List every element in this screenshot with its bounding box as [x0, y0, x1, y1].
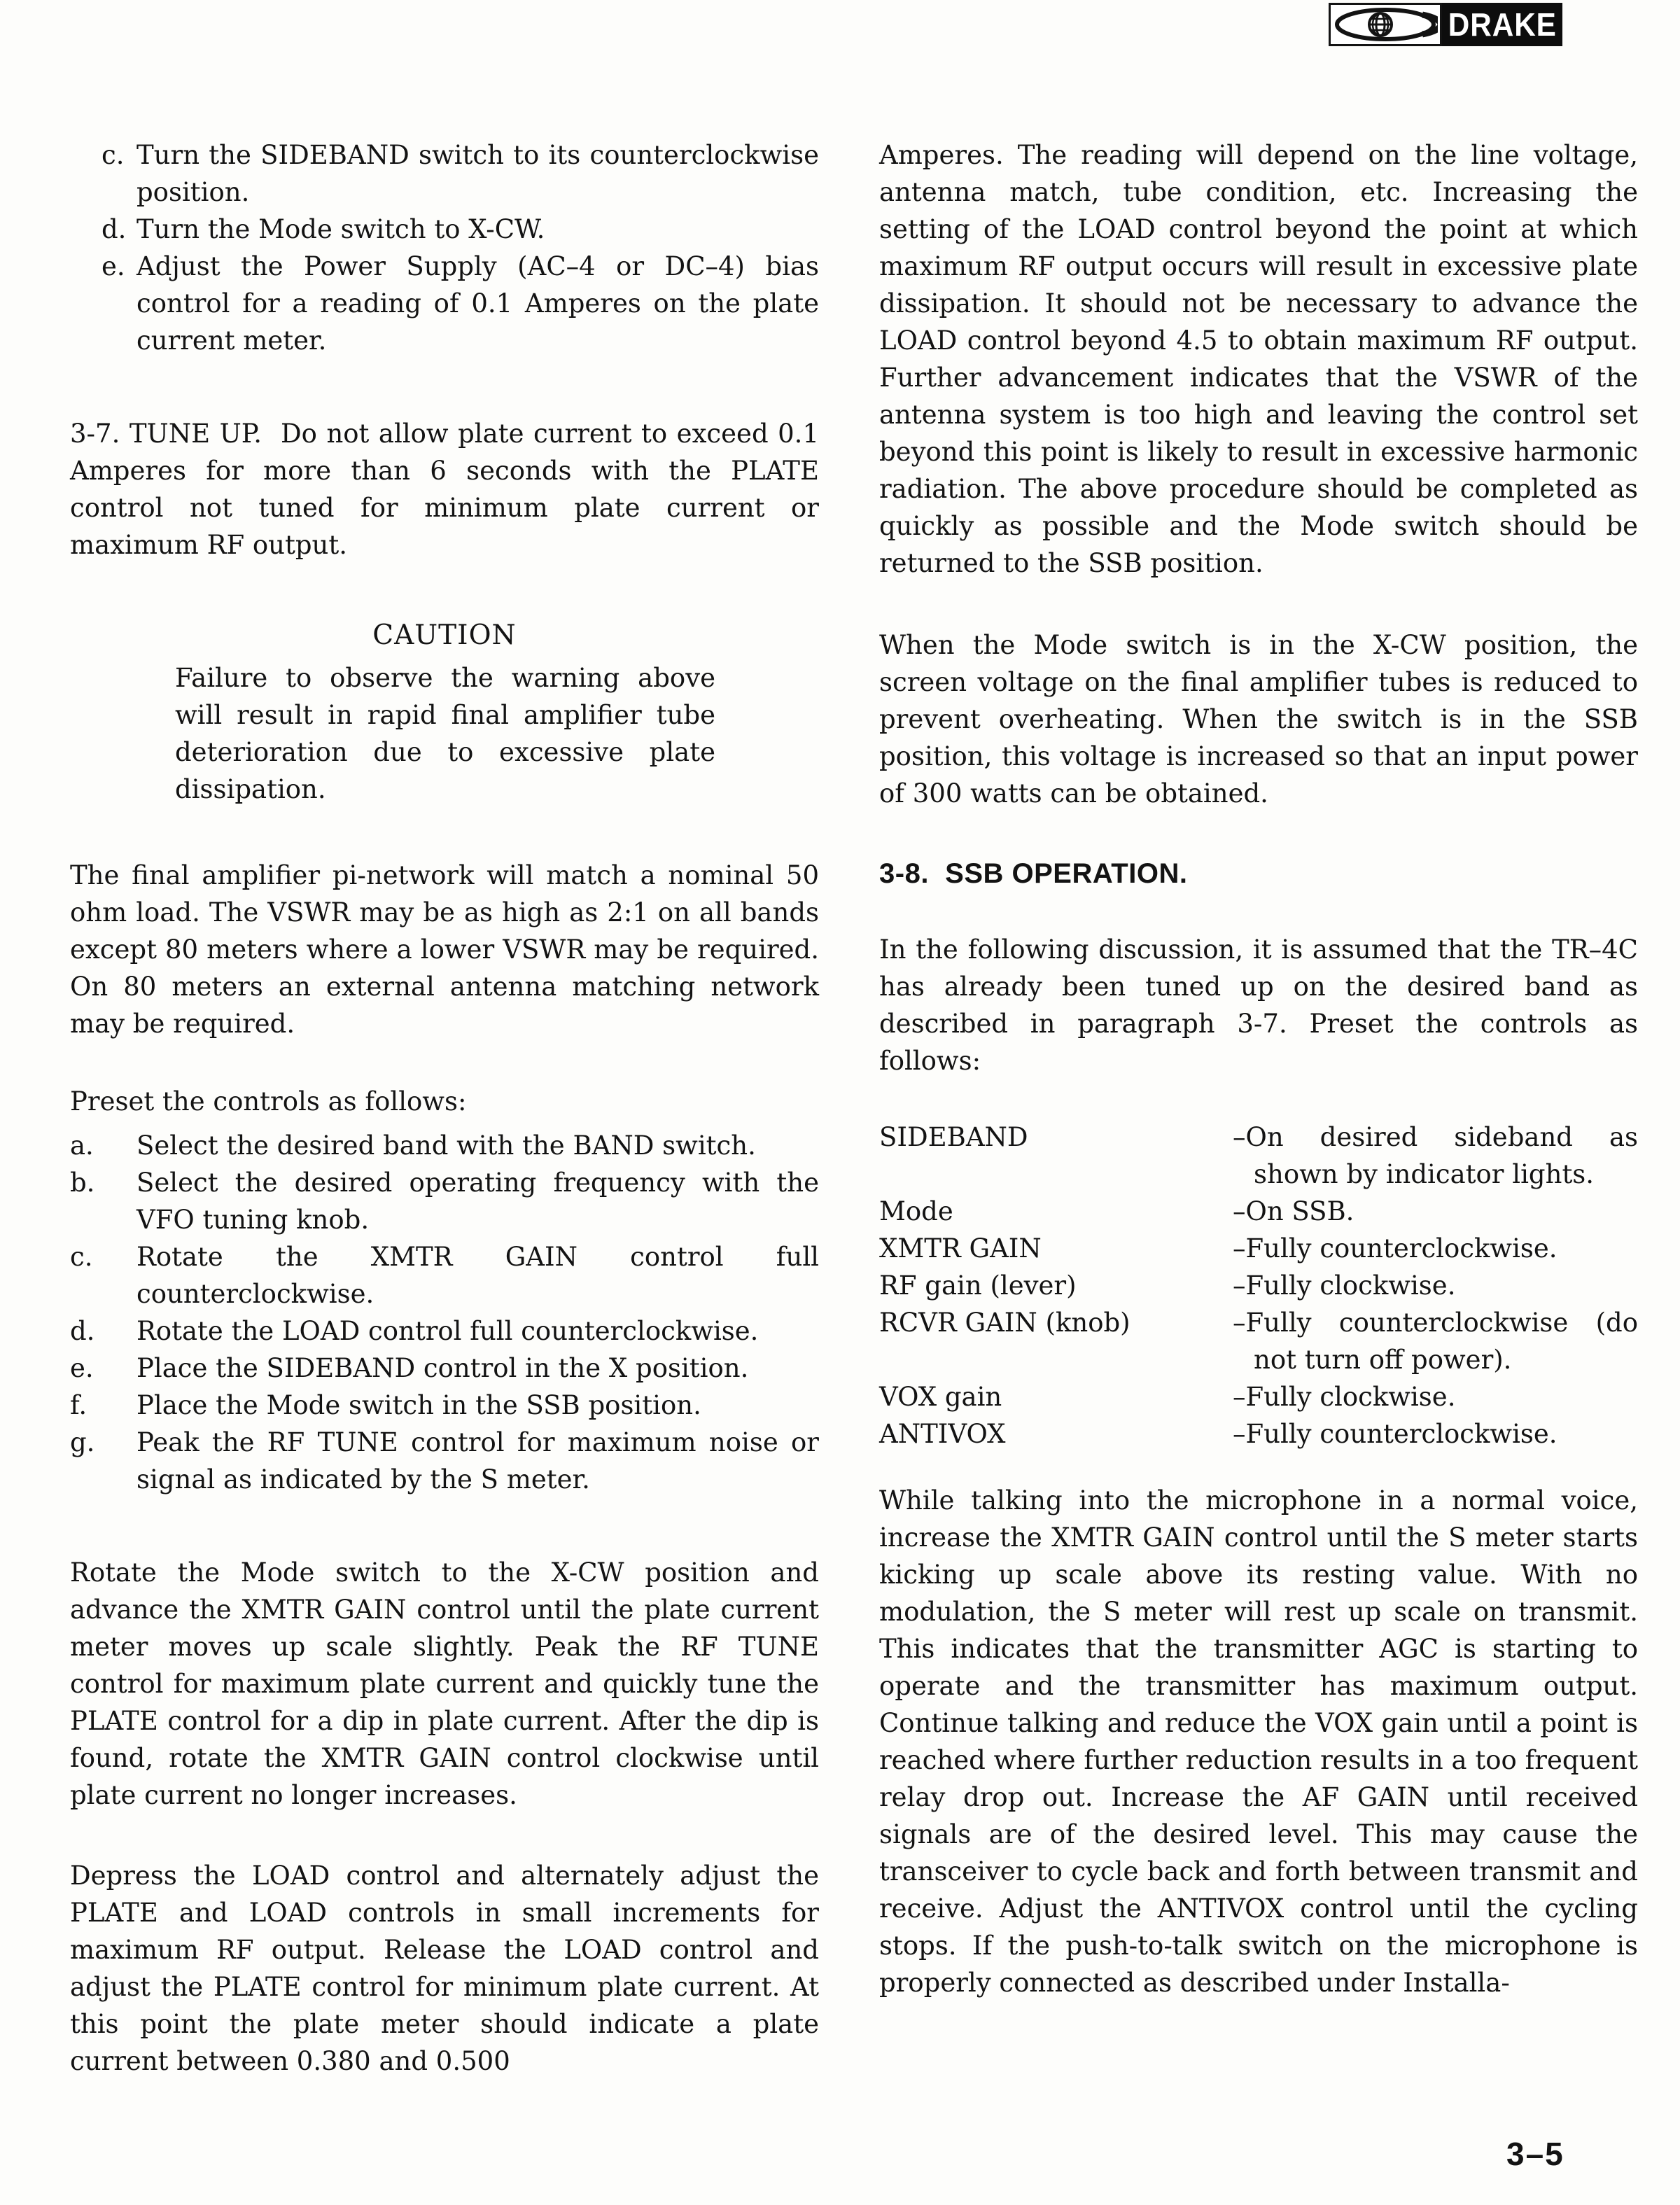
control-row	[879, 1415, 1638, 1452]
list-item-text: Adjust the Power Supply (AC–4 or DC–4) bias control for a reading of 0.1 Amperes on the plate current meter.	[136, 251, 819, 356]
pi-network-paragraph: The final amplifier pi-network will match a nominal 50 ohm load. The VSWR may be as high as 2:1 on all bands except 80 meters where a lower VSWR may be required. On 80 meters an external antenna matching network may be required.	[70, 860, 819, 1039]
control-row	[879, 1267, 1638, 1304]
tune-procedure-steps-cde	[102, 136, 819, 359]
list-item-label: a.	[70, 1130, 94, 1161]
control-name: VOX gain	[879, 1382, 1002, 1412]
list-item-label: c.	[70, 1242, 93, 1272]
right-column	[879, 136, 1638, 2001]
section-heading-ssb-operation: 3-8. SSB OPERATION.	[879, 858, 1188, 889]
list-item	[70, 1424, 819, 1498]
screen-voltage-paragraph: When the Mode switch is in the X-CW position, the screen voltage on the final amplifier tubes is reduced to prevent overheating. When the switch is in the SSB position, this voltage is increased so that an input power of 300 watts can be obtained.	[879, 630, 1638, 808]
control-row	[879, 1119, 1638, 1193]
load-adjust-paragraph: Depress the LOAD control and alternately adjust the PLATE and LOAD controls in small increments for maximum RF output. Release the LOAD control and adjust the PLATE control for minimum plate current. At this point the plate meter should indicate a plate current between 0.380 and 0.500	[70, 1861, 819, 2076]
amperes-paragraph: Amperes. The reading will depend on the line voltage, antenna match, tube condition, etc. Increasing the setting of the LOAD control beyond the point at which maximum RF output occurs will result in excessive plate dissipation. It should not be necessary to advance the LOAD control beyond 4.5 to obtain maximum RF output. Further advancement indicates that the VSWR of the antenna system is too high and leaving the control set beyond this point is likely to result in excessive harmonic radiation. The above procedure should be completed as quickly as possible and the Mode switch should be returned to the SSB position.	[879, 140, 1638, 578]
control-setting: –Fully clockwise.	[1233, 1270, 1456, 1301]
control-row	[879, 1230, 1638, 1267]
list-item-text: Peak the RF TUNE control for maximum noise or signal as indicated by the S meter.	[136, 1427, 819, 1494]
caution-title: CAUTION	[372, 620, 517, 651]
xcw-tune-paragraph: Rotate the Mode switch to the X-CW position and advance the XMTR GAIN control until the plate current meter moves up scale slightly. Peak the RF TUNE control for maximum plate current and quickly tune the PLATE control for a dip in plate current. After the dip is found, rotate the XMTR GAIN control clockwise until plate current no longer increases.	[70, 1558, 819, 1810]
drake-logo	[1329, 3, 1562, 46]
list-item	[70, 1387, 819, 1424]
control-setting: –Fully counterclockwise.	[1233, 1419, 1558, 1449]
list-item-text: Rotate the LOAD control full counterclockwise.	[136, 1316, 759, 1346]
page-number: 3–5	[1506, 2136, 1564, 2172]
list-item	[70, 1164, 819, 1238]
list-item	[70, 1127, 819, 1164]
list-item-label: c.	[102, 140, 125, 170]
control-setting: –Fully clockwise.	[1233, 1382, 1456, 1412]
preset-controls-table	[879, 1119, 1638, 1452]
list-item	[70, 1350, 819, 1387]
control-name: ANTIVOX	[879, 1419, 1006, 1449]
list-item	[102, 136, 819, 211]
list-item-text: Select the desired operating frequency with the VFO tuning knob.	[136, 1168, 819, 1235]
preset-intro: Preset the controls as follows:	[70, 1086, 467, 1116]
caution-body: Failure to observe the warning above will result in rapid final amplifier tube deterioration due to excessive plate dissipation.	[175, 663, 715, 804]
list-item-text: Place the SIDEBAND control in the X position.	[136, 1353, 749, 1383]
control-row	[879, 1378, 1638, 1415]
control-setting: –Fully counterclockwise (do not turn off power).	[1233, 1308, 1638, 1375]
list-item-label: f.	[70, 1390, 88, 1420]
list-item	[70, 1238, 819, 1312]
list-item-text: Turn the SIDEBAND switch to its counterclockwise position.	[136, 140, 819, 207]
list-item-label: e.	[102, 251, 125, 281]
control-name: Mode	[879, 1196, 953, 1226]
list-item	[70, 1312, 819, 1350]
control-name: RF gain (lever)	[879, 1270, 1077, 1301]
list-item-text: Rotate the XMTR GAIN control full counterclockwise.	[136, 1242, 819, 1309]
list-item-label: d.	[102, 214, 127, 244]
list-item	[102, 211, 819, 248]
left-column	[70, 136, 819, 2080]
ssb-operation-paragraph: While talking into the microphone in a normal voice, increase the XMTR GAIN control until the S meter starts kicking up scale above its resting value. With no modulation, the S meter will rest up scale on transmit. This indicates that the transmitter AGC is starting to operate and the transmitter has maximum output. Continue talking and reduce the VOX gain until a point is reached where further reduction results in a too frequent relay drop out. Increase the AF GAIN until received signals are of the desired level. This may cause the transceiver to cycle back and forth between transmit and receive. Adjust the ANTIVOX control until the cycling stops. If the push-to-talk switch on the microphone is properly connected as described under Installa-	[879, 1485, 1638, 1998]
drake-wordmark	[1442, 3, 1562, 46]
control-name: RCVR GAIN (knob)	[879, 1308, 1130, 1338]
drake-globe-badge	[1329, 3, 1442, 46]
drake-wordmark-text: DRAKE	[1448, 6, 1557, 43]
control-setting: –Fully counterclockwise.	[1233, 1233, 1558, 1264]
list-item-label: g.	[70, 1427, 95, 1457]
list-item-label: d.	[70, 1316, 95, 1346]
control-setting: –On desired sideband as shown by indicator lights.	[1233, 1122, 1638, 1189]
list-item-text: Turn the Mode switch to X-CW.	[136, 214, 545, 244]
control-name: XMTR GAIN	[879, 1233, 1042, 1264]
list-item-label: e.	[70, 1353, 94, 1383]
list-item	[102, 248, 819, 359]
list-item-text: Place the Mode switch in the SSB position.	[136, 1390, 701, 1420]
control-setting: –On SSB.	[1233, 1196, 1354, 1226]
caution-block	[70, 617, 819, 808]
list-item-label: b.	[70, 1168, 95, 1198]
control-row	[879, 1193, 1638, 1230]
list-item-text: Select the desired band with the BAND switch.	[136, 1130, 756, 1161]
tune-up-paragraph: 3-7. TUNE UP. Do not allow plate current to exceed 0.1 Amperes for more than 6 seconds with the PLATE control not tuned for minimum plate current or maximum RF output.	[70, 419, 819, 560]
ssb-intro-paragraph: In the following discussion, it is assumed that the TR–4C has already been tuned up on the desired band as described in paragraph 3-7. Preset the controls as follows:	[879, 934, 1638, 1076]
preset-steps-list	[70, 1127, 819, 1498]
control-name: SIDEBAND	[879, 1122, 1028, 1152]
control-row	[879, 1304, 1638, 1378]
drake-globe-icon	[1333, 6, 1438, 43]
